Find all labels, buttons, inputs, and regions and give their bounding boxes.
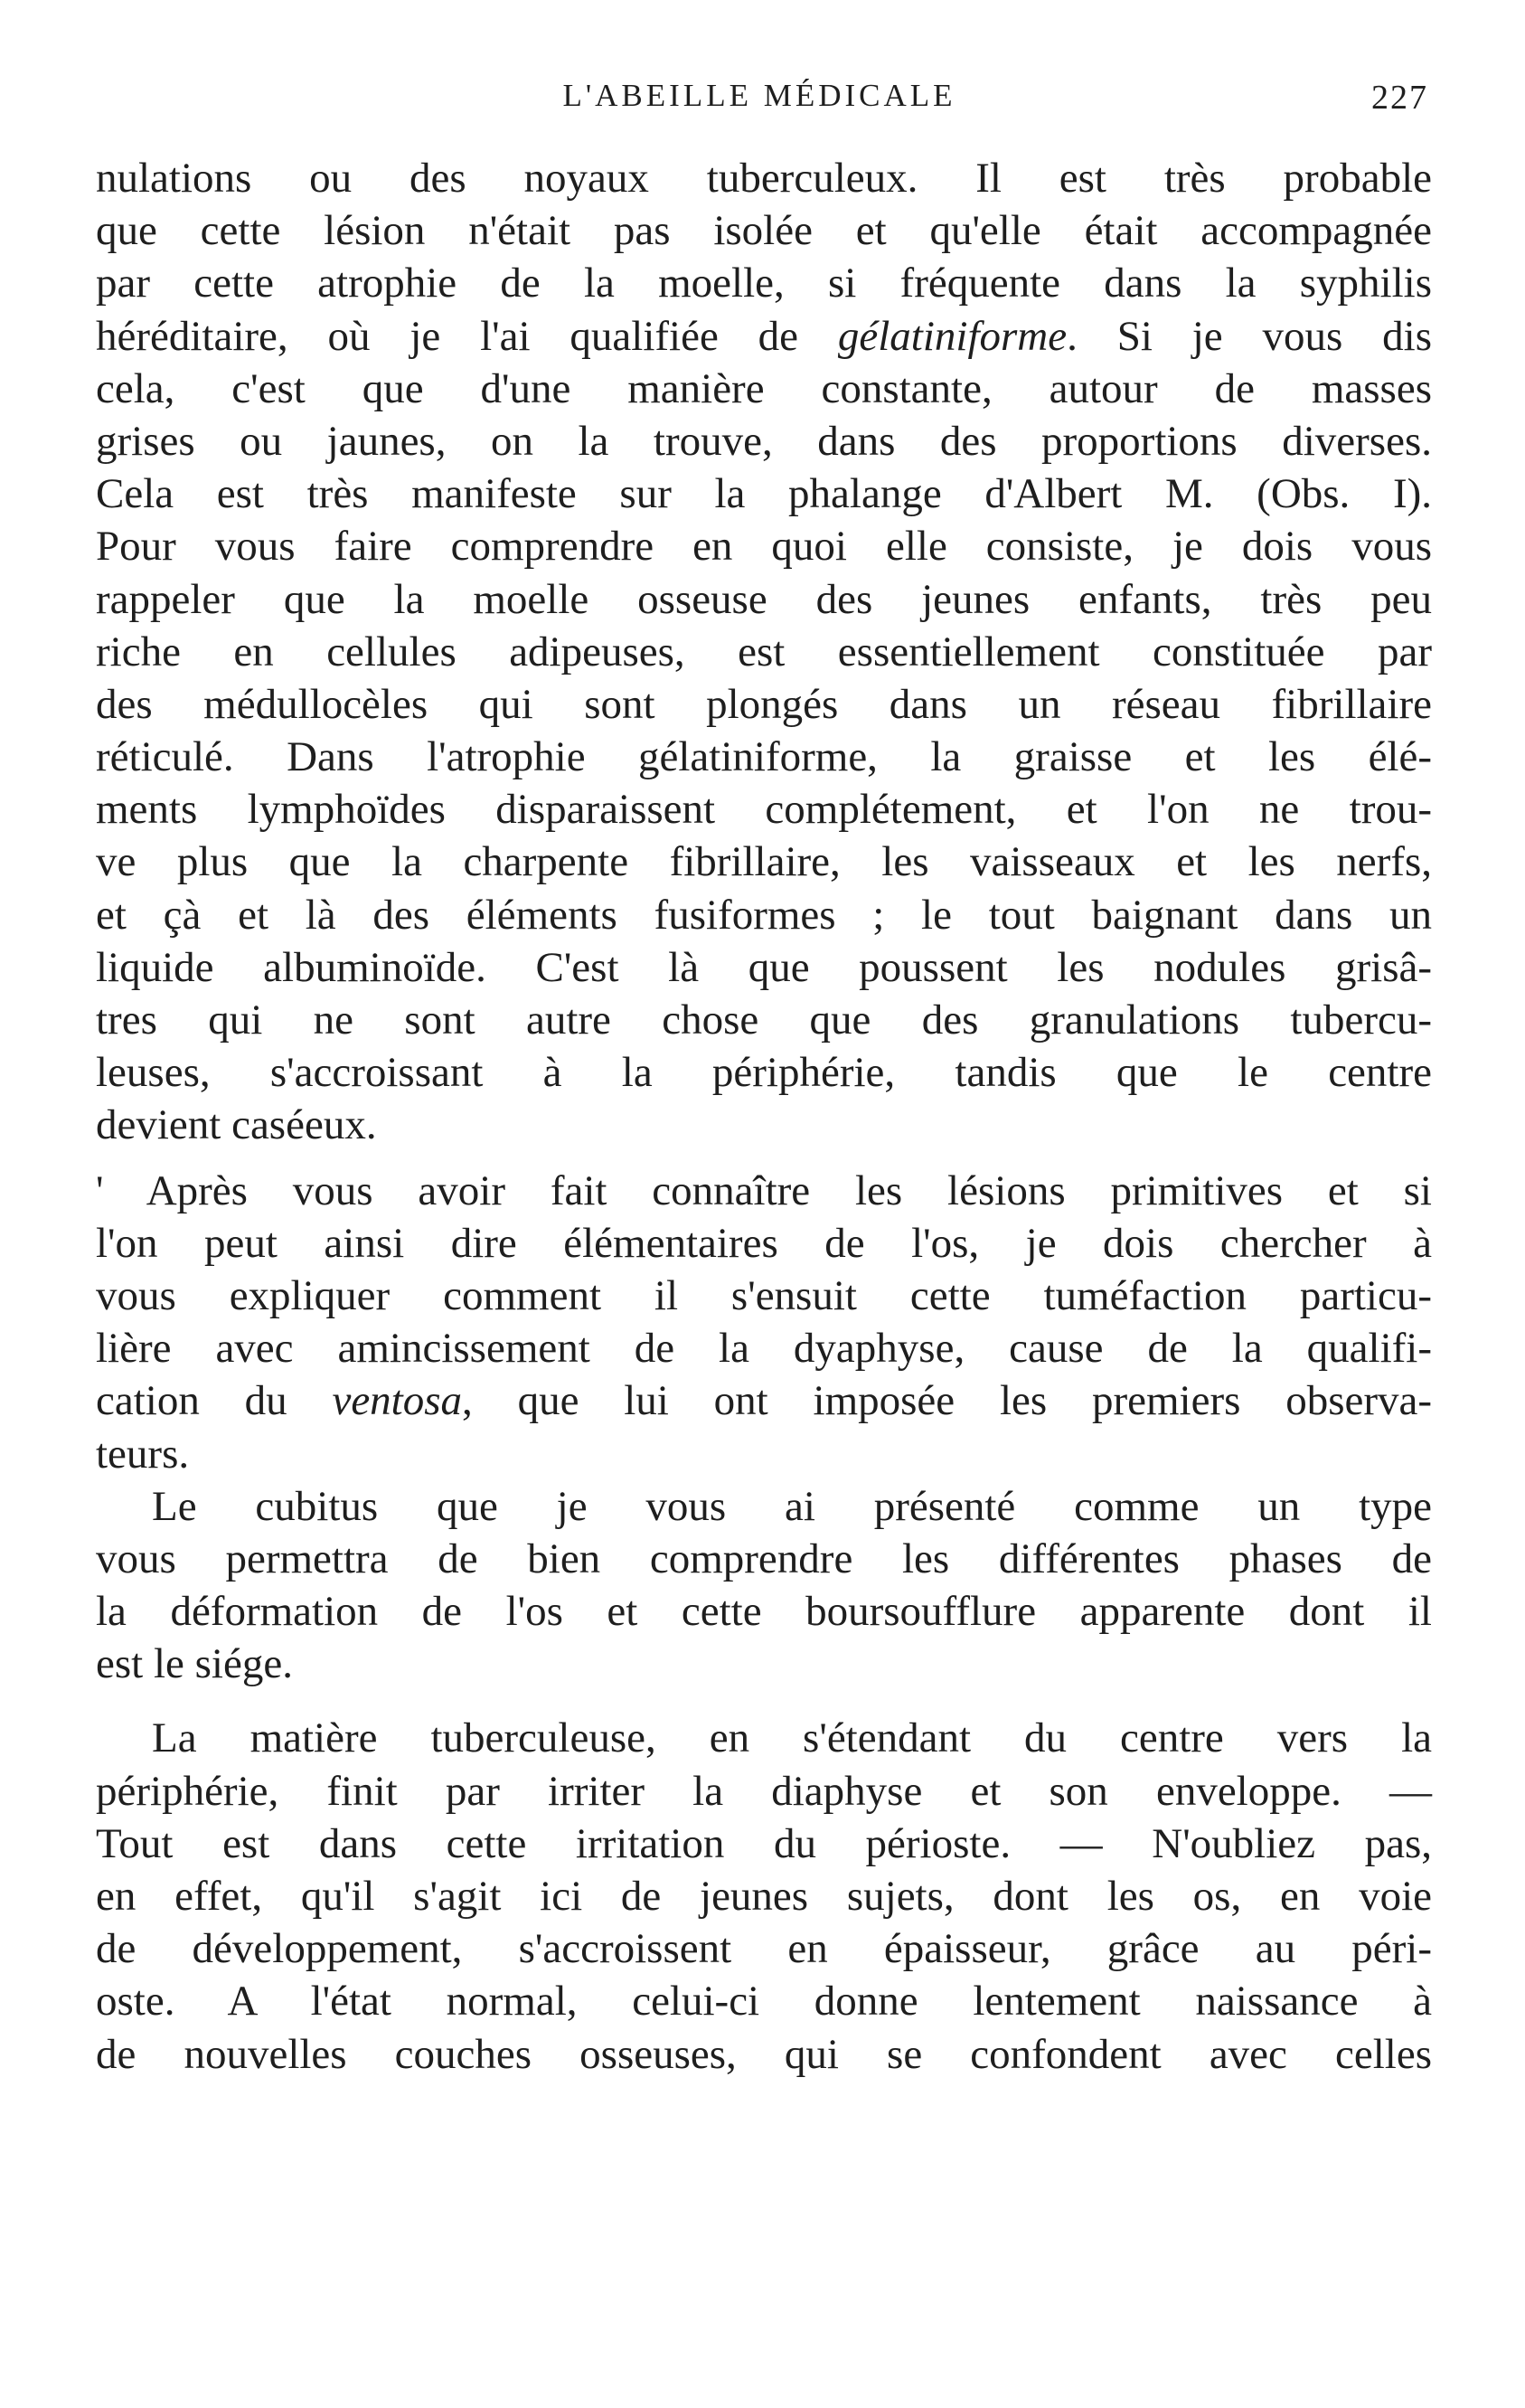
text-line: tres qui ne sont autre chose que des granulations tubercu- <box>96 996 1432 1043</box>
text-line: que cette lésion n'était pas isolée et qu'elle était accompagnée <box>96 207 1432 255</box>
text-line: ments lymphoïdes disparaissent complétement, et l'on ne trou- <box>96 786 1432 834</box>
text-line: vous permettra de bien comprendre les différentes phases de <box>96 1535 1432 1582</box>
paragraph <box>96 1480 1432 1691</box>
text-line: par cette atrophie de la moelle, si fréquente dans la syphilis <box>96 260 1432 307</box>
text-line: l'on peut ainsi dire élémentaires de l'os, je dois chercher à <box>96 1219 1432 1267</box>
italic-term: gélatiniforme <box>837 312 1068 360</box>
running-head <box>90 78 1428 123</box>
text-line: de nouvelles couches osseuses, qui se confondent avec celles <box>96 2030 1432 2078</box>
text-run: héréditaire, où je l'ai qualifiée de <box>96 312 838 360</box>
text-line: de développement, s'accroissent en épaisseur, grâce au péri- <box>96 1925 1432 1973</box>
text-line: la déformation de l'os et cette boursoufflure apparente dont il <box>96 1588 1432 1636</box>
text-run: cation du <box>96 1377 333 1425</box>
text-line: des médullocèles qui sont plongés dans un réseau fibrillaire <box>96 680 1432 728</box>
text-line: ve plus que la charpente fibrillaire, les vaisseaux et les nerfs, <box>96 838 1432 886</box>
text-line: ' Après vous avoir fait connaître les lésions primitives et si <box>96 1166 1432 1214</box>
text-line: est le siége. <box>96 1640 293 1688</box>
running-title: L'ABEILLE MÉDICALE <box>562 78 956 113</box>
page-number: 227 <box>1371 79 1428 117</box>
text-line <box>96 310 1432 363</box>
text-line: réticulé. Dans l'atrophie gélatiniforme, la graisse et les élé- <box>96 733 1432 781</box>
paragraph-gap <box>96 1152 1432 1165</box>
text-line: cela, c'est que d'une manière constante, autour de masses <box>96 364 1432 412</box>
text-line: grises ou jaunes, on la trouve, dans des proportions diverses. <box>96 417 1432 465</box>
text-line: périphérie, finit par irriter la diaphyse et son enveloppe. — <box>96 1767 1432 1815</box>
paragraph <box>96 152 1432 1152</box>
text-line <box>96 1374 1432 1427</box>
paragraph <box>96 1165 1432 1480</box>
text-line: lière avec amincissement de la dyaphyse, cause de la qualifi- <box>96 1325 1432 1373</box>
text-line: La matière tuberculeuse, en s'étendant du centre vers la <box>152 1714 1432 1762</box>
text-line: Le cubitus que je vous ai présenté comme un type <box>152 1482 1432 1530</box>
text-line: nulations ou des noyaux tuberculeux. Il est très probable <box>96 155 1432 202</box>
paragraph <box>96 1712 1432 2080</box>
text-line: vous expliquer comment il s'ensuit cette tuméfaction particu- <box>96 1271 1432 1319</box>
text-run: , que lui ont imposée les premiers observa- <box>462 1377 1433 1425</box>
text-line: rappeler que la moelle osseuse des jeunes enfants, très peu <box>96 575 1432 623</box>
text-line: devient caséeux. <box>96 1101 377 1149</box>
paragraph-gap <box>96 1690 1432 1712</box>
text-line: oste. A l'état normal, celui-ci donne lentement naissance à <box>96 1978 1432 2026</box>
text-line: et çà et là des éléments fusiformes ; le tout baignant dans un <box>96 891 1432 939</box>
text-line: teurs. <box>96 1430 190 1478</box>
text-line: Cela est très manifeste sur la phalange d'Albert M. (Obs. I). <box>96 470 1432 518</box>
text-line: en effet, qu'il s'agit ici de jeunes sujets, dont les os, en voie <box>96 1873 1432 1920</box>
text-line: Pour vous faire comprendre en quoi elle consiste, je dois vous <box>96 523 1432 571</box>
italic-term: ventosa <box>332 1377 463 1425</box>
text-line: liquide albuminoïde. C'est là que poussent les nodules grisâ- <box>96 943 1432 991</box>
text-line: leuses, s'accroissant à la périphérie, tandis que le centre <box>96 1049 1432 1097</box>
body-text <box>96 152 1432 2081</box>
text-run: . Si je vous dis <box>1067 312 1432 360</box>
text-line: Tout est dans cette irritation du périoste. — N'oubliez pas, <box>96 1819 1432 1867</box>
text-line: riche en cellules adipeuses, est essentiellement constituée par <box>96 628 1432 675</box>
